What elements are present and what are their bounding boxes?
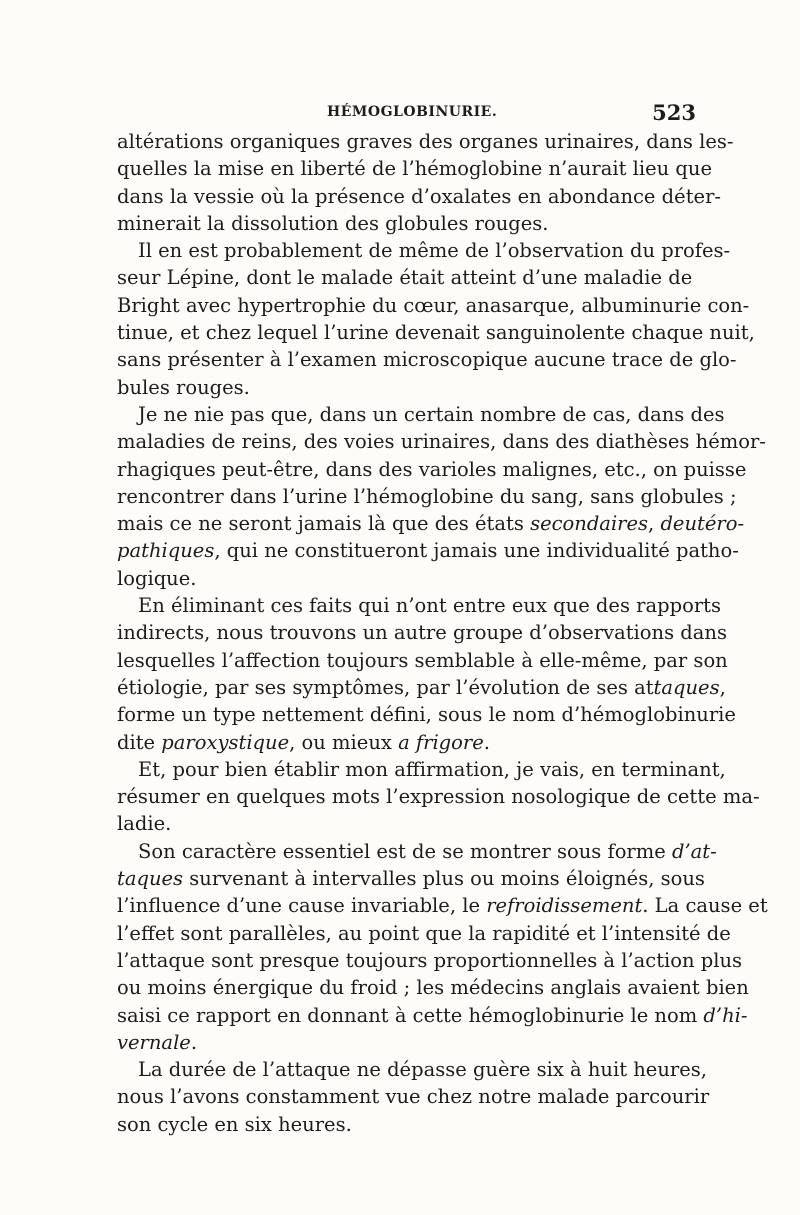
running-head-title: HÉMOGLOBINURIE. (327, 104, 498, 120)
text-line: résumer en quelques mots l’expression nosologique de cette ma- (117, 785, 760, 809)
running-head (117, 100, 696, 128)
text-line: En éliminant ces faits qui n’ont entre eux que des rapports (138, 594, 721, 618)
text-line: logique. (117, 566, 197, 590)
text-line: son cycle en six heures. (117, 1112, 352, 1136)
text-line: sans présenter à l’examen microscopique aucune trace de glo- (117, 348, 737, 372)
text-line: quelles la mise en liberté de l’hémoglobine n’aurait lieu que (117, 157, 712, 181)
body-text (117, 128, 768, 1138)
text-line: seur Lépine, dont le malade était atteint d’une maladie de (117, 266, 693, 290)
text-line: pathiques, qui ne constitueront jamais une individualité patho- (117, 539, 739, 563)
text-line: lesquelles l’affection toujours semblable à elle-même, par son (117, 648, 728, 672)
text-line: minerait la dissolution des globules rouges. (117, 211, 549, 235)
text-line: altérations organiques graves des organes urinaires, dans les- (117, 130, 734, 153)
text-line: Il en est probablement de même de l’observation du profes- (138, 239, 731, 263)
text-line: taques survenant à intervalles plus ou moins éloignés, sous (117, 867, 705, 891)
text-line: bules rouges. (117, 375, 250, 399)
text-line: ou moins énergique du froid ; les médecins anglais avaient bien (117, 976, 749, 1000)
text-line: l’effet sont parallèles, au point que la rapidité et l’intensité de (117, 921, 731, 945)
text-line: Et, pour bien établir mon affirmation, je vais, en terminant, (138, 757, 726, 781)
text-line: l’attaque sont presque toujours proportionnelles à l’action plus (117, 948, 743, 972)
text-line: nous l’avons constamment vue chez notre malade parcourir (117, 1085, 710, 1109)
text-line: étiologie, par ses symptômes, par l’évolution de ses attaques, (117, 675, 726, 699)
page-number: 523 (652, 100, 696, 125)
text-line: forme un type nettement défini, sous le nom d’hémoglobinurie (117, 703, 736, 727)
text-line: indirects, nous trouvons un autre groupe d’observations dans (117, 621, 727, 645)
text-line: rencontrer dans l’urine l’hémoglobine du sang, sans globules ; (117, 484, 737, 508)
text-line: Je ne nie pas que, dans un certain nombre de cas, dans des (138, 402, 725, 426)
text-line: Bright avec hypertrophie du cœur, anasarque, albuminurie con- (117, 293, 750, 317)
text-line: ladie. (117, 812, 172, 836)
text-line: tinue, et chez lequel l’urine devenait sanguinolente chaque nuit, (117, 321, 755, 345)
text-line: maladies de reins, des voies urinaires, dans des diathèses hémor- (117, 430, 766, 454)
text-line: rhagiques peut-être, dans des varioles malignes, etc., on puisse (117, 457, 747, 481)
text-line: dite paroxystique, ou mieux a frigore. (117, 730, 490, 754)
text-line: mais ce ne seront jamais là que des états secondaires, deutéro- (117, 512, 745, 536)
text-line: La durée de l’attaque ne dépasse guère six à huit heures, (138, 1058, 707, 1082)
text-line: vernale. (117, 1030, 198, 1054)
book-page (117, 100, 768, 1138)
text-line: dans la vessie où la présence d’oxalates en abondance déter- (117, 184, 721, 208)
text-line: saisi ce rapport en donnant à cette hémoglobinurie le nom d’hi- (117, 1003, 748, 1027)
text-line: Son caractère essentiel est de se montrer sous forme d’at- (138, 839, 717, 863)
text-line: l’influence d’une cause invariable, le refroidissement. La cause et (117, 894, 768, 918)
